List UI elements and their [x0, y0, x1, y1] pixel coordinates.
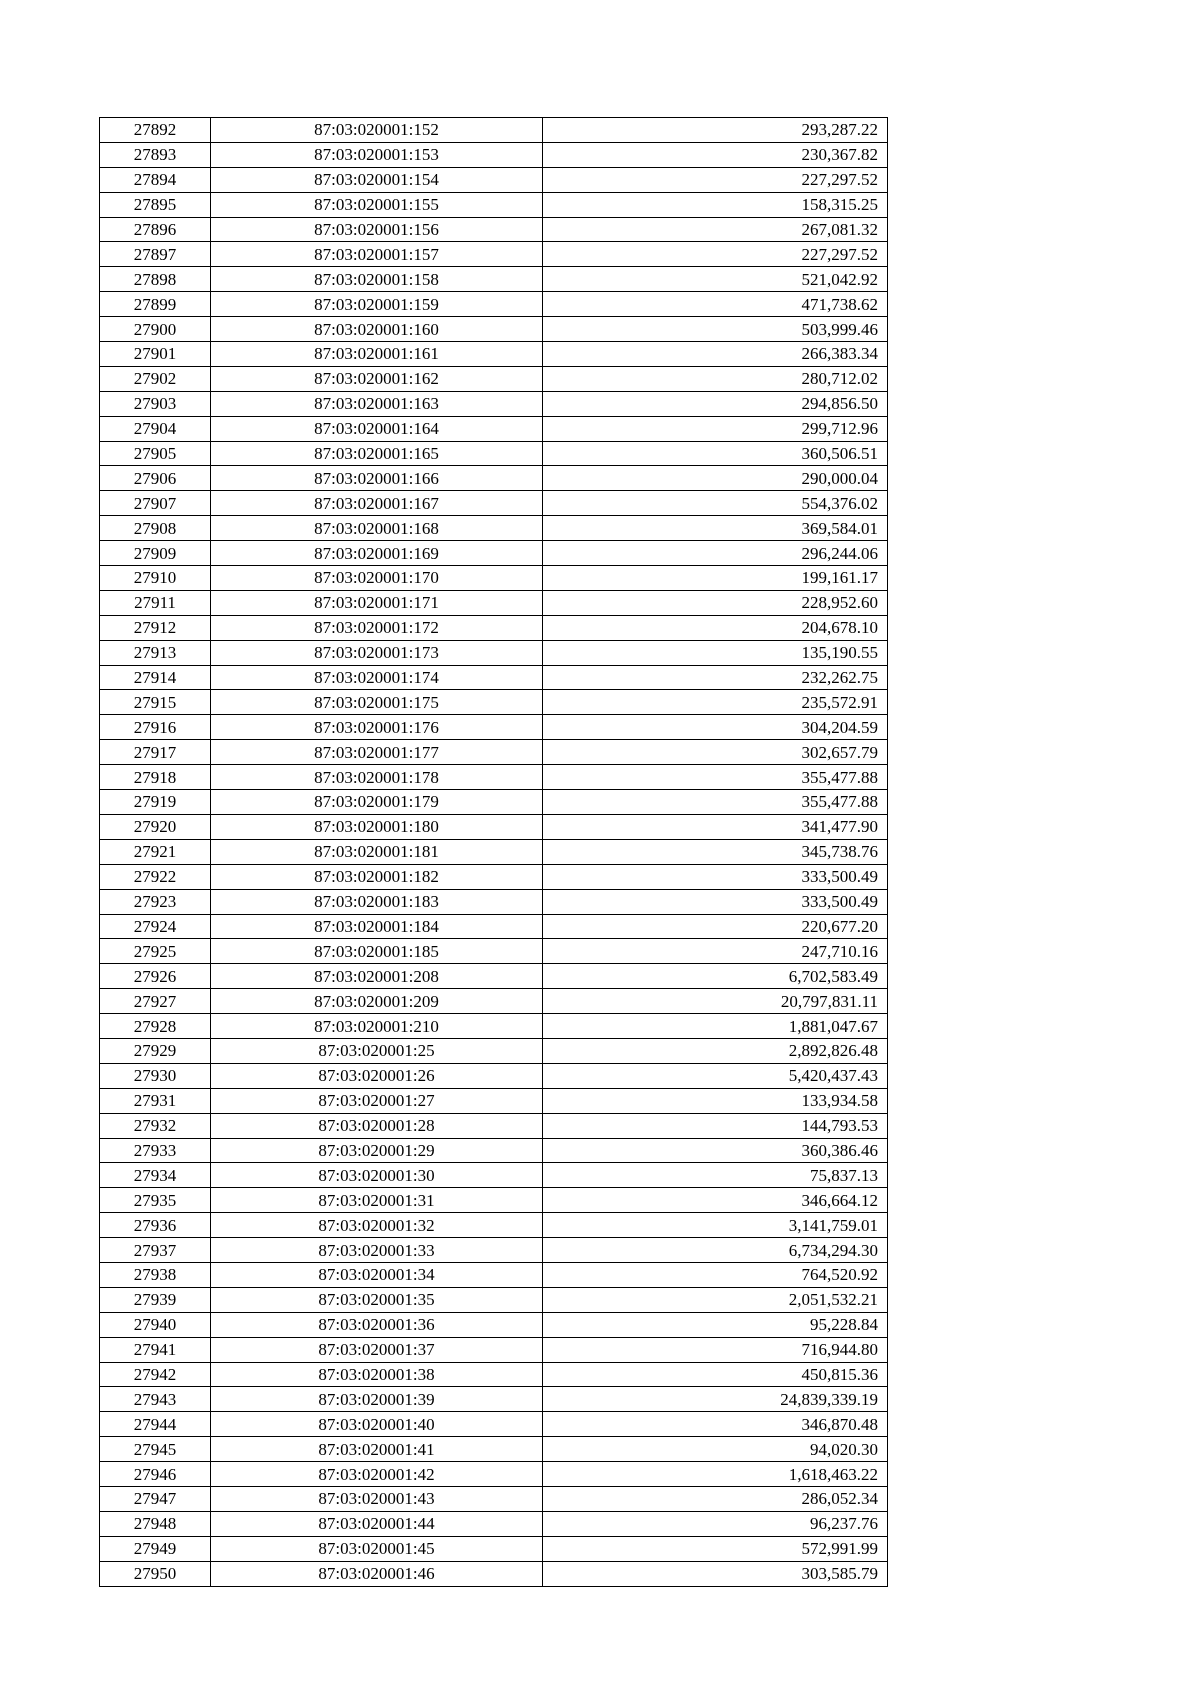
cadastral-number-cell: 87:03:020001:158: [211, 267, 543, 292]
cadastral-value-cell: 235,572.91: [543, 690, 888, 715]
table-row: [100, 615, 888, 640]
table-row: [100, 1387, 888, 1412]
row-number-cell: 27897: [100, 242, 211, 267]
row-number-cell: 27950: [100, 1561, 211, 1586]
row-number-cell: 27912: [100, 615, 211, 640]
cadastral-value-cell: 204,678.10: [543, 615, 888, 640]
cadastral-number-cell: 87:03:020001:34: [211, 1262, 543, 1287]
table-row: [100, 1014, 888, 1039]
table-row: [100, 964, 888, 989]
row-number-cell: 27942: [100, 1362, 211, 1387]
cadastral-value-cell: 764,520.92: [543, 1262, 888, 1287]
row-number-cell: 27893: [100, 142, 211, 167]
row-number-cell: 27933: [100, 1138, 211, 1163]
cadastral-value-cell: 247,710.16: [543, 939, 888, 964]
cadastral-number-cell: 87:03:020001:175: [211, 690, 543, 715]
cadastral-number-cell: 87:03:020001:165: [211, 441, 543, 466]
table-row: [100, 192, 888, 217]
cadastral-value-cell: 346,664.12: [543, 1188, 888, 1213]
cadastral-number-cell: 87:03:020001:159: [211, 292, 543, 317]
table-row: [100, 590, 888, 615]
cadastral-value-cell: 554,376.02: [543, 491, 888, 516]
cadastral-number-cell: 87:03:020001:164: [211, 416, 543, 441]
cadastral-number-cell: 87:03:020001:184: [211, 914, 543, 939]
table-row: [100, 765, 888, 790]
cadastral-value-table: [99, 117, 888, 1587]
table-row: [100, 1138, 888, 1163]
table-row: [100, 541, 888, 566]
cadastral-number-cell: 87:03:020001:169: [211, 541, 543, 566]
cadastral-value-cell: 572,991.99: [543, 1536, 888, 1561]
table-row: [100, 317, 888, 342]
table-body: [100, 118, 888, 1587]
row-number-cell: 27898: [100, 267, 211, 292]
cadastral-value-cell: 232,262.75: [543, 665, 888, 690]
table-row: [100, 1163, 888, 1188]
table-row: [100, 814, 888, 839]
cadastral-number-cell: 87:03:020001:155: [211, 192, 543, 217]
cadastral-number-cell: 87:03:020001:182: [211, 864, 543, 889]
table-row: [100, 1412, 888, 1437]
cadastral-number-cell: 87:03:020001:36: [211, 1312, 543, 1337]
cadastral-value-cell: 75,837.13: [543, 1163, 888, 1188]
cadastral-number-cell: 87:03:020001:168: [211, 516, 543, 541]
cadastral-value-cell: 296,244.06: [543, 541, 888, 566]
table-row: [100, 640, 888, 665]
table-row: [100, 989, 888, 1014]
cadastral-number-cell: 87:03:020001:45: [211, 1536, 543, 1561]
row-number-cell: 27948: [100, 1511, 211, 1536]
table-row: [100, 1362, 888, 1387]
table-row: [100, 366, 888, 391]
row-number-cell: 27899: [100, 292, 211, 317]
cadastral-value-cell: 228,952.60: [543, 590, 888, 615]
table-row: [100, 1437, 888, 1462]
cadastral-value-cell: 369,584.01: [543, 516, 888, 541]
row-number-cell: 27905: [100, 441, 211, 466]
cadastral-value-cell: 450,815.36: [543, 1362, 888, 1387]
cadastral-value-cell: 333,500.49: [543, 889, 888, 914]
table-row: [100, 466, 888, 491]
row-number-cell: 27927: [100, 989, 211, 1014]
cadastral-number-cell: 87:03:020001:208: [211, 964, 543, 989]
row-number-cell: 27931: [100, 1088, 211, 1113]
table-row: [100, 142, 888, 167]
table-row: [100, 416, 888, 441]
table-row: [100, 1088, 888, 1113]
table-row: [100, 391, 888, 416]
cadastral-number-cell: 87:03:020001:41: [211, 1437, 543, 1462]
row-number-cell: 27904: [100, 416, 211, 441]
row-number-cell: 27920: [100, 814, 211, 839]
table-row: [100, 342, 888, 367]
table-row: [100, 1312, 888, 1337]
table-row: [100, 839, 888, 864]
cadastral-number-cell: 87:03:020001:153: [211, 142, 543, 167]
row-number-cell: 27925: [100, 939, 211, 964]
cadastral-value-cell: 2,892,826.48: [543, 1038, 888, 1063]
table-row: [100, 939, 888, 964]
cadastral-value-cell: 20,797,831.11: [543, 989, 888, 1014]
cadastral-value-cell: 286,052.34: [543, 1486, 888, 1511]
table-row: [100, 790, 888, 815]
row-number-cell: 27902: [100, 366, 211, 391]
cadastral-value-cell: 135,190.55: [543, 640, 888, 665]
cadastral-value-cell: 230,367.82: [543, 142, 888, 167]
cadastral-value-cell: 345,738.76: [543, 839, 888, 864]
table-row: [100, 292, 888, 317]
cadastral-number-cell: 87:03:020001:31: [211, 1188, 543, 1213]
cadastral-value-cell: 5,420,437.43: [543, 1063, 888, 1088]
cadastral-number-cell: 87:03:020001:185: [211, 939, 543, 964]
table-row: [100, 1238, 888, 1263]
table-row: [100, 889, 888, 914]
cadastral-value-cell: 360,506.51: [543, 441, 888, 466]
table-row: [100, 1213, 888, 1238]
cadastral-number-cell: 87:03:020001:179: [211, 790, 543, 815]
cadastral-value-cell: 1,618,463.22: [543, 1462, 888, 1487]
table-row: [100, 491, 888, 516]
table-row: [100, 665, 888, 690]
table-row: [100, 1462, 888, 1487]
cadastral-value-cell: 158,315.25: [543, 192, 888, 217]
cadastral-value-cell: 304,204.59: [543, 715, 888, 740]
cadastral-value-cell: 503,999.46: [543, 317, 888, 342]
row-number-cell: 27914: [100, 665, 211, 690]
cadastral-number-cell: 87:03:020001:25: [211, 1038, 543, 1063]
row-number-cell: 27895: [100, 192, 211, 217]
table-row: [100, 1063, 888, 1088]
table-row: [100, 566, 888, 591]
cadastral-value-cell: 24,839,339.19: [543, 1387, 888, 1412]
cadastral-number-cell: 87:03:020001:178: [211, 765, 543, 790]
table-row: [100, 715, 888, 740]
row-number-cell: 27910: [100, 566, 211, 591]
table-row: [100, 516, 888, 541]
row-number-cell: 27923: [100, 889, 211, 914]
cadastral-number-cell: 87:03:020001:183: [211, 889, 543, 914]
cadastral-value-cell: 716,944.80: [543, 1337, 888, 1362]
cadastral-value-cell: 302,657.79: [543, 740, 888, 765]
table-row: [100, 740, 888, 765]
cadastral-value-cell: 294,856.50: [543, 391, 888, 416]
cadastral-number-cell: 87:03:020001:162: [211, 366, 543, 391]
cadastral-number-cell: 87:03:020001:180: [211, 814, 543, 839]
cadastral-number-cell: 87:03:020001:176: [211, 715, 543, 740]
table-row: [100, 1287, 888, 1312]
cadastral-value-cell: 299,712.96: [543, 416, 888, 441]
table-row: [100, 690, 888, 715]
cadastral-value-cell: 471,738.62: [543, 292, 888, 317]
cadastral-number-cell: 87:03:020001:156: [211, 217, 543, 242]
row-number-cell: 27940: [100, 1312, 211, 1337]
cadastral-value-cell: 220,677.20: [543, 914, 888, 939]
cadastral-number-cell: 87:03:020001:174: [211, 665, 543, 690]
cadastral-number-cell: 87:03:020001:42: [211, 1462, 543, 1487]
cadastral-value-cell: 95,228.84: [543, 1312, 888, 1337]
row-number-cell: 27937: [100, 1238, 211, 1263]
cadastral-number-cell: 87:03:020001:167: [211, 491, 543, 516]
cadastral-number-cell: 87:03:020001:44: [211, 1511, 543, 1536]
cadastral-number-cell: 87:03:020001:43: [211, 1486, 543, 1511]
table-row: [100, 864, 888, 889]
cadastral-value-cell: 2,051,532.21: [543, 1287, 888, 1312]
row-number-cell: 27894: [100, 167, 211, 192]
cadastral-value-cell: 94,020.30: [543, 1437, 888, 1462]
row-number-cell: 27896: [100, 217, 211, 242]
cadastral-value-cell: 355,477.88: [543, 765, 888, 790]
cadastral-number-cell: 87:03:020001:160: [211, 317, 543, 342]
cadastral-value-cell: 266,383.34: [543, 342, 888, 367]
cadastral-number-cell: 87:03:020001:172: [211, 615, 543, 640]
table-row: [100, 1561, 888, 1586]
row-number-cell: 27917: [100, 740, 211, 765]
table-row: [100, 1188, 888, 1213]
cadastral-number-cell: 87:03:020001:161: [211, 342, 543, 367]
row-number-cell: 27939: [100, 1287, 211, 1312]
cadastral-value-cell: 303,585.79: [543, 1561, 888, 1586]
cadastral-value-cell: 267,081.32: [543, 217, 888, 242]
row-number-cell: 27929: [100, 1038, 211, 1063]
row-number-cell: 27924: [100, 914, 211, 939]
row-number-cell: 27915: [100, 690, 211, 715]
cadastral-number-cell: 87:03:020001:154: [211, 167, 543, 192]
cadastral-value-cell: 227,297.52: [543, 242, 888, 267]
cadastral-number-cell: 87:03:020001:26: [211, 1063, 543, 1088]
cadastral-value-cell: 280,712.02: [543, 366, 888, 391]
cadastral-value-cell: 355,477.88: [543, 790, 888, 815]
table-row: [100, 1337, 888, 1362]
row-number-cell: 27908: [100, 516, 211, 541]
row-number-cell: 27916: [100, 715, 211, 740]
table-row: [100, 118, 888, 143]
table-row: [100, 914, 888, 939]
table-row: [100, 217, 888, 242]
table-row: [100, 1511, 888, 1536]
cadastral-number-cell: 87:03:020001:38: [211, 1362, 543, 1387]
row-number-cell: 27946: [100, 1462, 211, 1487]
cadastral-value-cell: 199,161.17: [543, 566, 888, 591]
cadastral-number-cell: 87:03:020001:27: [211, 1088, 543, 1113]
row-number-cell: 27921: [100, 839, 211, 864]
row-number-cell: 27944: [100, 1412, 211, 1437]
row-number-cell: 27901: [100, 342, 211, 367]
cadastral-value-cell: 3,141,759.01: [543, 1213, 888, 1238]
row-number-cell: 27903: [100, 391, 211, 416]
row-number-cell: 27935: [100, 1188, 211, 1213]
cadastral-number-cell: 87:03:020001:32: [211, 1213, 543, 1238]
row-number-cell: 27906: [100, 466, 211, 491]
row-number-cell: 27949: [100, 1536, 211, 1561]
cadastral-number-cell: 87:03:020001:163: [211, 391, 543, 416]
row-number-cell: 27945: [100, 1437, 211, 1462]
cadastral-value-cell: 360,386.46: [543, 1138, 888, 1163]
cadastral-number-cell: 87:03:020001:40: [211, 1412, 543, 1437]
table-row: [100, 1536, 888, 1561]
cadastral-number-cell: 87:03:020001:39: [211, 1387, 543, 1412]
row-number-cell: 27930: [100, 1063, 211, 1088]
row-number-cell: 27918: [100, 765, 211, 790]
cadastral-value-cell: 6,702,583.49: [543, 964, 888, 989]
row-number-cell: 27943: [100, 1387, 211, 1412]
cadastral-value-cell: 1,881,047.67: [543, 1014, 888, 1039]
row-number-cell: 27900: [100, 317, 211, 342]
table-row: [100, 267, 888, 292]
cadastral-number-cell: 87:03:020001:30: [211, 1163, 543, 1188]
cadastral-value-cell: 290,000.04: [543, 466, 888, 491]
cadastral-number-cell: 87:03:020001:171: [211, 590, 543, 615]
row-number-cell: 27941: [100, 1337, 211, 1362]
row-number-cell: 27936: [100, 1213, 211, 1238]
table-row: [100, 1038, 888, 1063]
cadastral-number-cell: 87:03:020001:35: [211, 1287, 543, 1312]
cadastral-number-cell: 87:03:020001:166: [211, 466, 543, 491]
cadastral-value-cell: 133,934.58: [543, 1088, 888, 1113]
cadastral-number-cell: 87:03:020001:33: [211, 1238, 543, 1263]
cadastral-number-cell: 87:03:020001:181: [211, 839, 543, 864]
cadastral-number-cell: 87:03:020001:170: [211, 566, 543, 591]
row-number-cell: 27934: [100, 1163, 211, 1188]
row-number-cell: 27922: [100, 864, 211, 889]
row-number-cell: 27909: [100, 541, 211, 566]
table-row: [100, 167, 888, 192]
table-row: [100, 1113, 888, 1138]
row-number-cell: 27932: [100, 1113, 211, 1138]
table-row: [100, 242, 888, 267]
row-number-cell: 27928: [100, 1014, 211, 1039]
cadastral-number-cell: 87:03:020001:209: [211, 989, 543, 1014]
table-row: [100, 441, 888, 466]
cadastral-value-cell: 6,734,294.30: [543, 1238, 888, 1263]
cadastral-number-cell: 87:03:020001:157: [211, 242, 543, 267]
cadastral-number-cell: 87:03:020001:28: [211, 1113, 543, 1138]
row-number-cell: 27947: [100, 1486, 211, 1511]
cadastral-number-cell: 87:03:020001:46: [211, 1561, 543, 1586]
row-number-cell: 27911: [100, 590, 211, 615]
row-number-cell: 27892: [100, 118, 211, 143]
cadastral-number-cell: 87:03:020001:152: [211, 118, 543, 143]
table-row: [100, 1486, 888, 1511]
cadastral-value-cell: 346,870.48: [543, 1412, 888, 1437]
cadastral-number-cell: 87:03:020001:177: [211, 740, 543, 765]
row-number-cell: 27907: [100, 491, 211, 516]
cadastral-value-cell: 521,042.92: [543, 267, 888, 292]
cadastral-value-cell: 341,477.90: [543, 814, 888, 839]
cadastral-value-cell: 333,500.49: [543, 864, 888, 889]
cadastral-number-cell: 87:03:020001:37: [211, 1337, 543, 1362]
cadastral-value-cell: 144,793.53: [543, 1113, 888, 1138]
row-number-cell: 27926: [100, 964, 211, 989]
row-number-cell: 27919: [100, 790, 211, 815]
cadastral-value-cell: 96,237.76: [543, 1511, 888, 1536]
cadastral-number-cell: 87:03:020001:210: [211, 1014, 543, 1039]
cadastral-value-cell: 293,287.22: [543, 118, 888, 143]
cadastral-value-cell: 227,297.52: [543, 167, 888, 192]
row-number-cell: 27913: [100, 640, 211, 665]
cadastral-number-cell: 87:03:020001:29: [211, 1138, 543, 1163]
cadastral-number-cell: 87:03:020001:173: [211, 640, 543, 665]
row-number-cell: 27938: [100, 1262, 211, 1287]
table-row: [100, 1262, 888, 1287]
